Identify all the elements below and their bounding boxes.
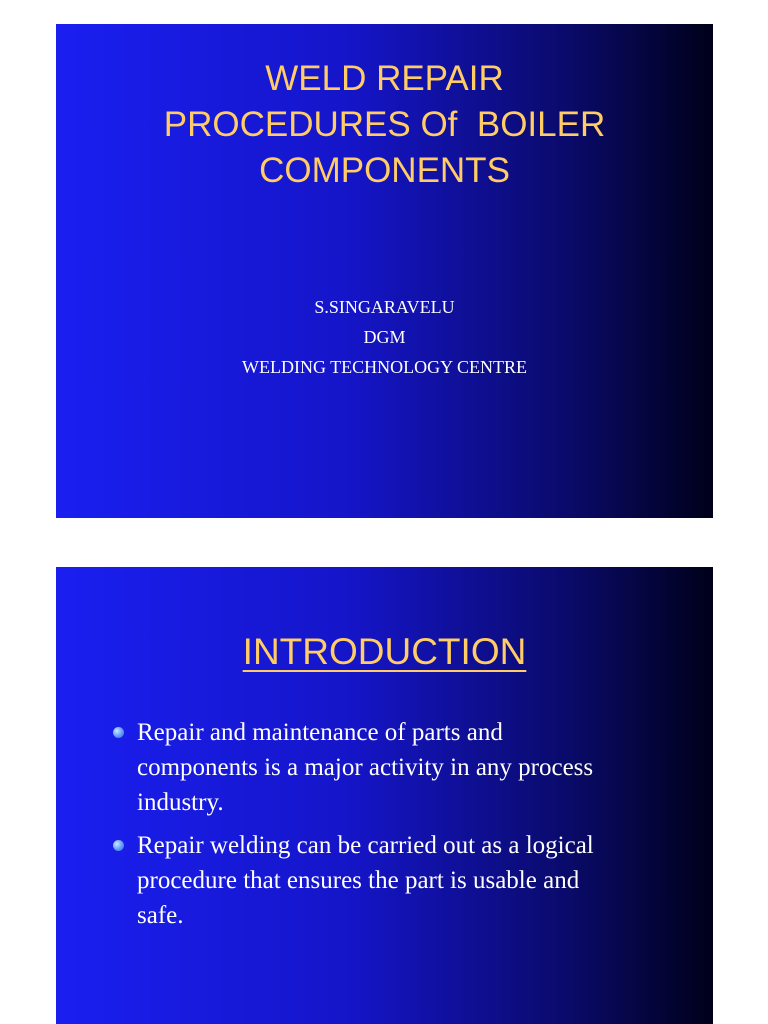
author-position: DGM — [363, 327, 406, 347]
introduction-slide — [56, 567, 713, 1024]
author-block — [56, 292, 713, 382]
heading-text: INTRODUCTION — [242, 631, 527, 672]
bullet-item — [110, 828, 610, 933]
slide-title — [56, 56, 713, 194]
author-name: S.SINGARAVELU — [314, 297, 455, 317]
bullet-dot-icon — [113, 727, 124, 738]
bullet-dot-icon — [113, 840, 124, 851]
bullet-item — [110, 715, 610, 820]
slide-heading — [56, 629, 713, 675]
bullet-list — [110, 715, 610, 941]
title-line-3: COMPONENTS — [259, 151, 510, 190]
bullet-text: Repair and maintenance of parts and components is a major activity in any process industry. — [137, 719, 594, 816]
bullet-text: Repair welding can be carried out as a logical procedure that ensures the part is usable and safe. — [137, 832, 594, 929]
title-line-1: WELD REPAIR — [265, 59, 504, 98]
title-line-2: PROCEDURES Of BOILER — [163, 105, 606, 144]
title-slide — [56, 24, 713, 518]
author-organization: WELDING TECHNOLOGY CENTRE — [242, 357, 527, 377]
